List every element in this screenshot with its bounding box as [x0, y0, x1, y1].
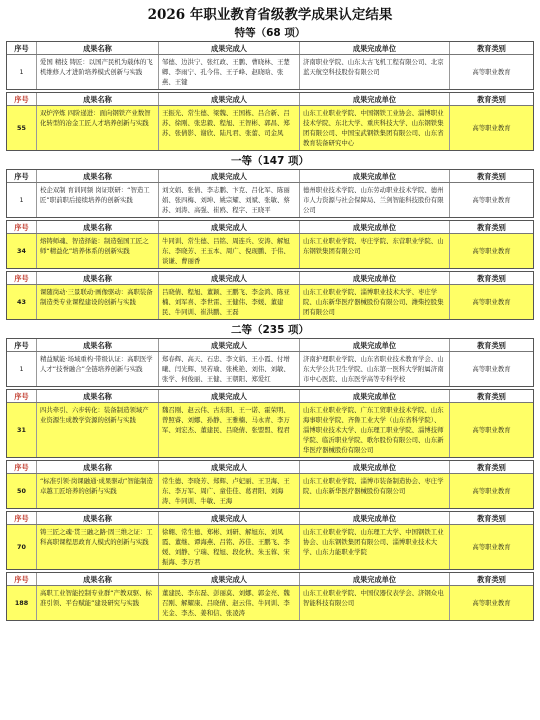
highlighted-result-table — [6, 460, 534, 509]
table-row — [7, 352, 533, 386]
header-name: 成果名称 — [37, 93, 159, 105]
header-people: 成果完成人 — [159, 573, 300, 585]
cell-name: 爱国 精技 铸匠：以国产民机为载体的飞机维修人才进阶培养模式创新与实践 — [37, 55, 159, 89]
header-name: 成果名称 — [37, 42, 159, 54]
header-type: 教育类别 — [477, 341, 506, 350]
cell-no: 31 — [7, 403, 37, 457]
header-unit: 成果完成单位 — [300, 272, 450, 284]
cell-people: 郑春辉、高天、石忠、李文娟、王小霞、付增曦、闫光辉、吴若瑜、张桃艳、刘伟、刘敏、张学、何俊丽、王健、王朝阳、郑爱红 — [159, 352, 300, 386]
highlighted-result-table — [6, 220, 534, 269]
sections-container — [6, 25, 534, 621]
cell-name: 高职工业智能控制专业群“产教双驱、标准引领、平台赋能”建设研究与实践 — [37, 586, 159, 620]
header-unit: 成果完成单位 — [300, 512, 450, 524]
cell-unit: 山东工业职业学院、广东工贸职业技术学院、山东海事职业学院、齐鲁工业大学（山东省科学院）、淄博职业技术大学、山东理工职业学院、淄博技师学院、临沂职业学院、歌尔股份有限公司、山东新华医疗器械股份有限公司 — [300, 403, 450, 457]
header-name: 成果名称 — [37, 339, 159, 351]
table-header — [7, 512, 533, 525]
table-row — [7, 183, 533, 217]
header-no: 序号 — [7, 221, 37, 233]
cell-people: 王振光、常生德、梁魏、王国栋、吕合新、吕苏、徐刚、张忠毅、程旭、王智彬、郭昌、郑苏、张倩影、谢欣、陆凡君、张蕾、司金凤 — [159, 106, 300, 150]
table-row — [7, 474, 533, 508]
cell-type: 高等职业教育 — [472, 543, 511, 551]
table-header — [7, 221, 533, 234]
cell-no: 1 — [7, 352, 37, 386]
header-unit: 成果完成单位 — [300, 390, 450, 402]
header-people: 成果完成人 — [159, 221, 300, 233]
header-name: 成果名称 — [37, 390, 159, 402]
cell-name: 四共牵引、六步转化：装备制造领域产业资源生成教学资源的创新与实践 — [37, 403, 159, 457]
section-title: 一等（147 项） — [230, 155, 310, 167]
section-title: 二等（235 项） — [230, 324, 310, 336]
header-no: 序号 — [7, 512, 37, 524]
table-row — [7, 234, 533, 268]
header-no: 序号 — [7, 461, 37, 473]
table-header — [7, 390, 533, 403]
cell-no: 70 — [7, 525, 37, 569]
cell-type: 高等职业教育 — [472, 365, 511, 373]
cell-unit: 德州职业技术学院、山东劳动职业技术学院、德州市人力资源与社会保障局、兰剑智能科技股份有限公司 — [300, 183, 450, 217]
header-people: 成果完成人 — [159, 93, 300, 105]
header-people: 成果完成人 — [159, 512, 300, 524]
header-no: 序号 — [7, 93, 37, 105]
header-unit: 成果完成单位 — [300, 42, 450, 54]
cell-name: 熔铸师魂、智造择能：制造强国工匠之师“精益化”培养体系的创新实践 — [37, 234, 159, 268]
cell-type: 高等职业教育 — [472, 298, 511, 306]
table-row — [7, 586, 533, 620]
header-people: 成果完成人 — [159, 170, 300, 182]
header-type: 教育类别 — [477, 463, 506, 472]
cell-type: 高等职业教育 — [472, 487, 511, 495]
header-unit: 成果完成单位 — [300, 461, 450, 473]
result-table — [6, 338, 534, 387]
header-unit: 成果完成单位 — [300, 170, 450, 182]
table-row — [7, 106, 533, 150]
cell-name: 校企双制 育训同频 岗证联研：“智造工匠”职前职后接续培养的创新实践 — [37, 183, 159, 217]
header-name: 成果名称 — [37, 221, 159, 233]
header-no: 序号 — [7, 272, 37, 284]
cell-people: 刘文娟、张倩、李志鹏、卞克、吕化军、陈丽娟、张四梅、刘坤、姚宗耀、刘斌、张敏、蔡苏、刘涛、高强、崔鸥、程字、王晓平 — [159, 183, 300, 217]
header-unit: 成果完成单位 — [300, 93, 450, 105]
highlighted-result-table — [6, 92, 534, 151]
header-type: 教育类别 — [477, 95, 506, 104]
header-people: 成果完成人 — [159, 461, 300, 473]
highlighted-result-table — [6, 389, 534, 458]
header-no: 序号 — [7, 42, 37, 54]
page-title: 2026 年职业教育省级教学成果认定结果 — [147, 7, 393, 23]
table-header — [7, 93, 533, 106]
header-name: 成果名称 — [37, 170, 159, 182]
table-row — [7, 525, 533, 569]
header-name: 成果名称 — [37, 272, 159, 284]
highlighted-result-table — [6, 511, 534, 570]
table-row — [7, 403, 533, 457]
header-people: 成果完成人 — [159, 272, 300, 284]
cell-type: 高等职业教育 — [472, 599, 511, 607]
cell-unit: 山东工业职业学院、淄博职业技术大学、枣庄学院、山东新华医疗器械股份有限公司、潍柴控股集团有限公司 — [300, 285, 450, 319]
header-name: 成果名称 — [37, 573, 159, 585]
cell-type: 高等职业教育 — [472, 124, 511, 132]
cell-people: 吕晓倩、程旭、董颖、王鹏飞、李金鸿、陈亚楠、刘军喜、李世雷、王健伟、李媛、董建民、牛同训、崔洪鹏、王磊 — [159, 285, 300, 319]
result-table — [6, 169, 534, 218]
cell-unit: 山东工业职业学院、中国钢铁工业协会、淄博职业技术学院、东北大学、重庆科技大学、山东钢铁集团有限公司、中国宝武钢铁集团有限公司、山东省教育装备研究中心 — [300, 106, 450, 150]
header-unit: 成果完成单位 — [300, 573, 450, 585]
header-no: 序号 — [7, 390, 37, 402]
header-type: 教育类别 — [477, 514, 506, 523]
table-header — [7, 339, 533, 352]
header-unit: 成果完成单位 — [300, 221, 450, 233]
cell-name: “标准引领·岗课融通·成果驱动”智能制造卓越工匠培养的创新与实践 — [37, 474, 159, 508]
cell-unit: 山东工业职业学院、枣庄学院、东营职业学院、山东钢铁集团有限公司 — [300, 234, 450, 268]
header-name: 成果名称 — [37, 512, 159, 524]
cell-unit: 济南护理职业学院、山东省职业技术教育学会、山东大学公共卫生学院、山东第一医科大学附属济南市中心医院、山东医学高等专科学校 — [300, 352, 450, 386]
header-people: 成果完成人 — [159, 339, 300, 351]
cell-people: 牛同训、常生德、吕铭、周连兵、安涛、解旭东、李晓芳、王玉本、周广、倪现鹏、于伟、谈谦、曹丽香 — [159, 234, 300, 268]
cell-unit: 山东工业职业学院、山东理工大学、中国钢铁工业协会、山东钢铁集团有限公司、淄博职业技术大学、山东力能职业学院 — [300, 525, 450, 569]
table-header — [7, 42, 533, 55]
header-type: 教育类别 — [477, 392, 506, 401]
highlighted-result-table — [6, 271, 534, 320]
header-no: 序号 — [7, 170, 37, 182]
header-no: 序号 — [7, 573, 37, 585]
table-header — [7, 461, 533, 474]
cell-name: 课随岗动·三景联动·画像驱动：高职装备制造类专业课程建设的创新与实践 — [37, 285, 159, 319]
header-unit: 成果完成单位 — [300, 339, 450, 351]
cell-type: 高等职业教育 — [472, 247, 511, 255]
header-name: 成果名称 — [37, 461, 159, 473]
cell-name: 精益赋能·场域重构·带级认证：高职医学人才“技誉融合”全链培养创新与实践 — [37, 352, 159, 386]
cell-no: 50 — [7, 474, 37, 508]
cell-name: 双炉淬炼 四阶递进：面向钢铁产业数智化转型的冶金工匠人才培养创新与实践 — [37, 106, 159, 150]
table-row — [7, 55, 533, 89]
cell-type: 高等职业教育 — [472, 426, 511, 434]
cell-people: 邹德、边洪宁、张红政、王鹏、曹晓林、王楚卿、李雨宁、孔今伟、王子峰、赵晓晗、张燕、王键 — [159, 55, 300, 89]
cell-name: 铸三匠之魂·贯三融之路·固三维之证：工科高职课程思政育人模式的创新与实践 — [37, 525, 159, 569]
cell-no: 43 — [7, 285, 37, 319]
table-header — [7, 573, 533, 586]
cell-no: 1 — [7, 55, 37, 89]
cell-unit: 济南职业学院、山东太古飞机工程有限公司、北京蓝天航空科技股份有限公司 — [300, 55, 450, 89]
header-type: 教育类别 — [477, 223, 506, 232]
header-people: 成果完成人 — [159, 42, 300, 54]
cell-no: 34 — [7, 234, 37, 268]
header-no: 序号 — [7, 339, 37, 351]
cell-type: 高等职业教育 — [472, 68, 511, 76]
cell-people: 董建民、李东磊、彭丽莫、刘娜、郭金亮、魏召刚、解耀康、吕晓倩、赵云伟、牛同训、李光金、李杰、姜和信、张凌涛 — [159, 586, 300, 620]
cell-no: 55 — [7, 106, 37, 150]
cell-no: 188 — [7, 586, 37, 620]
header-type: 教育类别 — [477, 575, 506, 584]
cell-type: 高等职业教育 — [472, 196, 511, 204]
cell-unit: 山东工业职业学院、中国仪器仪表学会、济钢众电智能科技有限公司 — [300, 586, 450, 620]
header-type: 教育类别 — [477, 274, 506, 283]
header-people: 成果完成人 — [159, 390, 300, 402]
cell-people: 常生德、李晓芳、郑辉、卢妃丽、王卫海、王东、李万军、周广、童佳佳、葛君阳、刘海涛、牛同训、牛敏、王海 — [159, 474, 300, 508]
result-table — [6, 41, 534, 90]
cell-people: 徐翱、常生德、郑彬、刘研、解旭东、刘凤霞、董继、谭海燕、吕铭、苏佳、王鹏飞、李媛、刘静、宁瑞、程旭、段化秋、朱玉蓉、宋振海、李万君 — [159, 525, 300, 569]
table-header — [7, 272, 533, 285]
cell-people: 魏召刚、赵云伟、古东阳、王一诺、霍荣明、曾照睿、刘娜、孙静、王雅楠、马永青、李万军、刘宏杰、董建民、吕晓倩、张盟盟、程君 — [159, 403, 300, 457]
table-header — [7, 170, 533, 183]
highlighted-result-table — [6, 572, 534, 621]
table-row — [7, 285, 533, 319]
cell-unit: 山东工业职业学院、淄博市装备制造协会、枣庄学院、山东新华医疗器械股份有限公司 — [300, 474, 450, 508]
header-type: 教育类别 — [477, 44, 506, 53]
header-type: 教育类别 — [477, 172, 506, 181]
section-title: 特等（68 项） — [234, 27, 306, 39]
cell-no: 1 — [7, 183, 37, 217]
